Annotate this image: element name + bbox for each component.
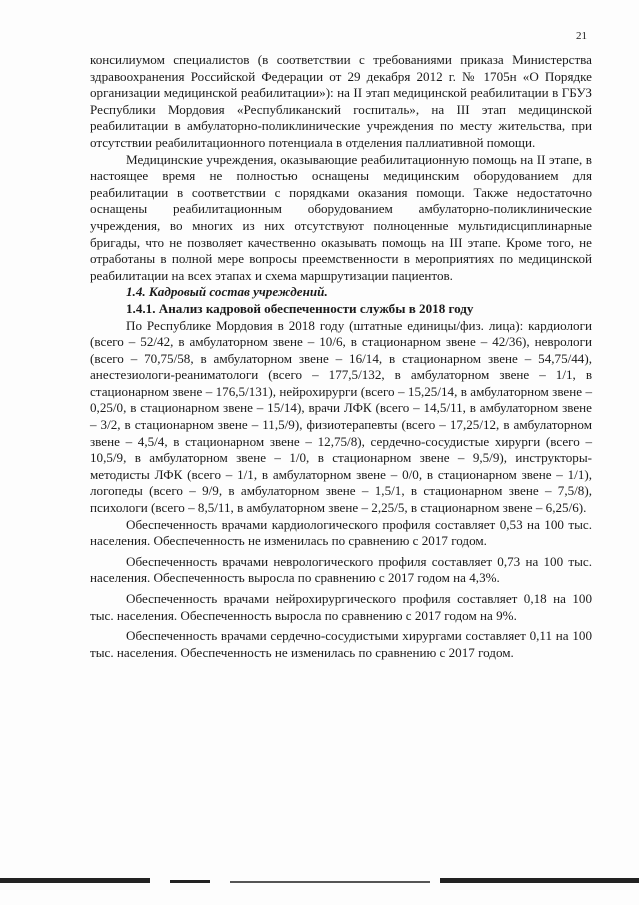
scan-artifact-bar: [230, 881, 430, 883]
page-number: 21: [576, 30, 587, 42]
scan-artifact-bar: [170, 880, 210, 883]
paragraph-equipment: Медицинские учреждения, оказывающие реабилитационную помощь на II этапе, в настоящее время не полностью оснащены медицинским оборудованием для реабилитации в соответствии с порядками оказания помощи. Также недостаточно оснащены реабилитационным оборудованием амбулаторно-поликлинические учреждения, во многих из них отсутствуют полноценные мультидисциплинарные бригады, что не позволяет качественно оказывать помощь на III этапе. Кроме того, не отработаны в полной мере вопросы преемственности в мероприятиях по медицинской реабилитации на всех этапах и схема маршрутизации пациентов.: [90, 151, 592, 283]
subsection-heading: 1.4.1. Анализ кадровой обеспеченности службы в 2018 году: [126, 300, 474, 316]
paragraph-staffing: По Республике Мордовия в 2018 году (штатные единицы/физ. лица): кардиологи (всего – 52/42, в амбулаторном звене – 10/6, в стационарном звене – 42/36), неврологи (всего – 70,75/58, в амбулаторном звене – 16/14, в стационарном звене – 54,75/44), анестезиологи-реаниматологи (всего – 177,5/132, в амбулаторном звене – 1/1, в стационарном звене – 176,5/131), нейрохирурги (всего – 15,25/14, в амбулаторном звене – 0,25/0, в стационарном звене – 15/14), врачи ЛФК (всего – 14,5/11, в амбулаторном звене – 3/2, в стационарном звене – 11,5/9), физиотерапевты (всего – 17,25/12, в амбулаторном звене – 4,5/4, в стационарном звене – 12,75/8), сердечно-сосудистые хирурги (всего – 10,5/9, в амбулаторном звене – 1/0, в стационарном звене – 9,5/9), инструкторы-методисты ЛФК (всего – 1/1, в амбулаторном звене – 0/0, в стационарном звене – 1/1), логопеды (всего – 9/9, в амбулаторном звене – 1,5/1, в стационарном звене – 7,5/8), психологи (всего – 8,5/11, в амбулаторном звене – 2,25/5, в стационарном звене – 6,25/6).: [90, 317, 592, 516]
paragraph-vascular-surgery: Обеспеченность врачами сердечно-сосудистыми хирургами составляет 0,11 на 100 тыс. населения. Обеспеченность не изменилась по сравнению с 2017 годом.: [90, 628, 592, 660]
scan-artifact-bar: [440, 878, 639, 883]
paragraph-neurosurgery: Обеспеченность врачами нейрохирургического профиля составляет 0,18 на 100 тыс. населения. Обеспеченность выросла по сравнению с 2017 годом на 9%.: [90, 591, 592, 623]
scan-artifact-bar: [0, 878, 150, 883]
paragraph-neurology: Обеспеченность врачами неврологического профиля составляет 0,73 на 100 тыс. населения. Обеспеченность выросла по сравнению с 2017 годом на 4,3%.: [90, 553, 592, 586]
paragraph-consilium: консилиумом специалистов (в соответствии с требованиями приказа Министерства здравоохранения Российской Федерации от 29 декабря 2012 г. № 1705н «О Порядке организации медицинской реабилитации»): на II этап медицинской реабилитации в ГБУЗ Республики Мордовия «Республиканский госпиталь», на III этап медицинской реабилитации в амбулаторно-поликлинические учреждения по месту жительства, при отсутствии реабилитационного потенциала в отделения паллиативной помощи.: [90, 52, 592, 150]
section-heading: 1.4. Кадровый состав учреждений.: [126, 284, 328, 300]
document-body: [90, 52, 592, 661]
paragraph-cardiology: Обеспеченность врачами кардиологического профиля составляет 0,53 на 100 тыс. населения. Обеспеченность не изменилась по сравнению с 2017 годом.: [90, 516, 592, 549]
scan-artifact-strip: [0, 874, 639, 888]
